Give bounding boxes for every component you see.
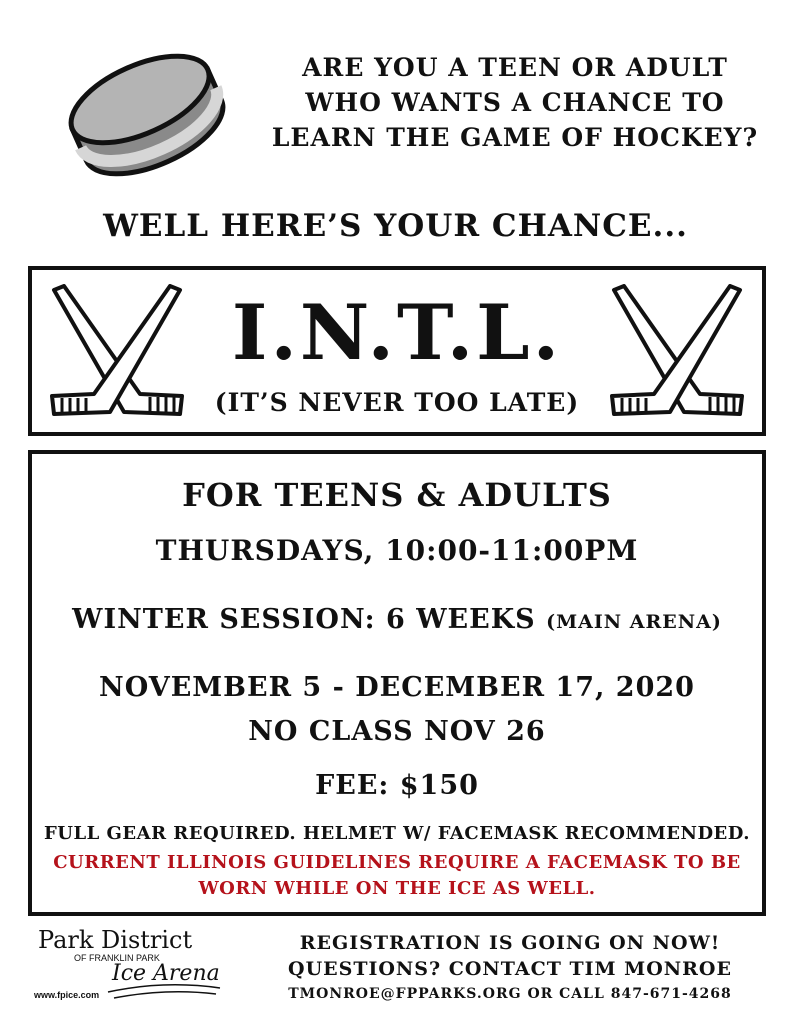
no-class-text: NO CLASS NOV 26 xyxy=(248,716,546,747)
fee-text: FEE: $150 xyxy=(315,770,479,801)
registration-text: REGISTRATION IS GOING ON NOW! xyxy=(299,932,721,954)
intro-question xyxy=(255,50,775,155)
program-title-box xyxy=(28,266,766,436)
questions-text: QUESTIONS? CONTACT TIM MONROE xyxy=(288,958,732,980)
session-location: (MAIN ARENA) xyxy=(546,611,722,633)
intro-line-3: LEARN THE GAME OF HOCKEY? xyxy=(271,123,759,152)
guideline-line-1: CURRENT ILLINOIS GUIDELINES REQUIRE A FACEMASK TO BE xyxy=(53,852,741,873)
session-text: WINTER SESSION: 6 WEEKS xyxy=(72,604,536,635)
logo-ice-arena: Ice Arena xyxy=(112,961,220,986)
park-district-logo xyxy=(34,926,224,1006)
contact-info xyxy=(250,930,770,1006)
program-subtitle: (IT’S NEVER TOO LATE) xyxy=(214,388,580,417)
email-phone-text: TMONROE@FPPARKS.ORG OR CALL 847-671-4268 xyxy=(288,986,732,1002)
audience-text: FOR TEENS & ADULTS xyxy=(182,476,612,514)
logo-swoosh-icon xyxy=(104,978,224,1002)
logo-park-district: Park District xyxy=(38,926,193,954)
program-details-box xyxy=(28,450,766,916)
logo-url: www.fpice.com xyxy=(34,990,100,1000)
program-title: I.N.T.L. xyxy=(231,288,563,377)
intro-line-2: WHO WANTS A CHANCE TO xyxy=(305,88,725,117)
gear-note: FULL GEAR REQUIRED. HELMET W/ FACEMASK RECOMMENDED. xyxy=(43,823,751,844)
crossed-hockey-sticks-icon xyxy=(602,284,752,424)
session-line xyxy=(32,604,762,635)
guideline-line-2: WORN WHILE ON THE ICE AS WELL. xyxy=(198,878,596,899)
schedule-text: THURSDAYS, 10:00-11:00PM xyxy=(155,534,639,567)
chance-heading: WELL HERE’S YOUR CHANCE... xyxy=(103,208,688,244)
facemask-guideline xyxy=(32,850,762,902)
hockey-puck-icon xyxy=(55,40,240,190)
intro-line-1: ARE YOU A TEEN OR ADULT xyxy=(302,53,728,82)
dates-text: NOVEMBER 5 - DECEMBER 17, 2020 xyxy=(99,672,695,703)
logo-franklin-park: OF FRANKLIN PARK xyxy=(74,953,160,963)
